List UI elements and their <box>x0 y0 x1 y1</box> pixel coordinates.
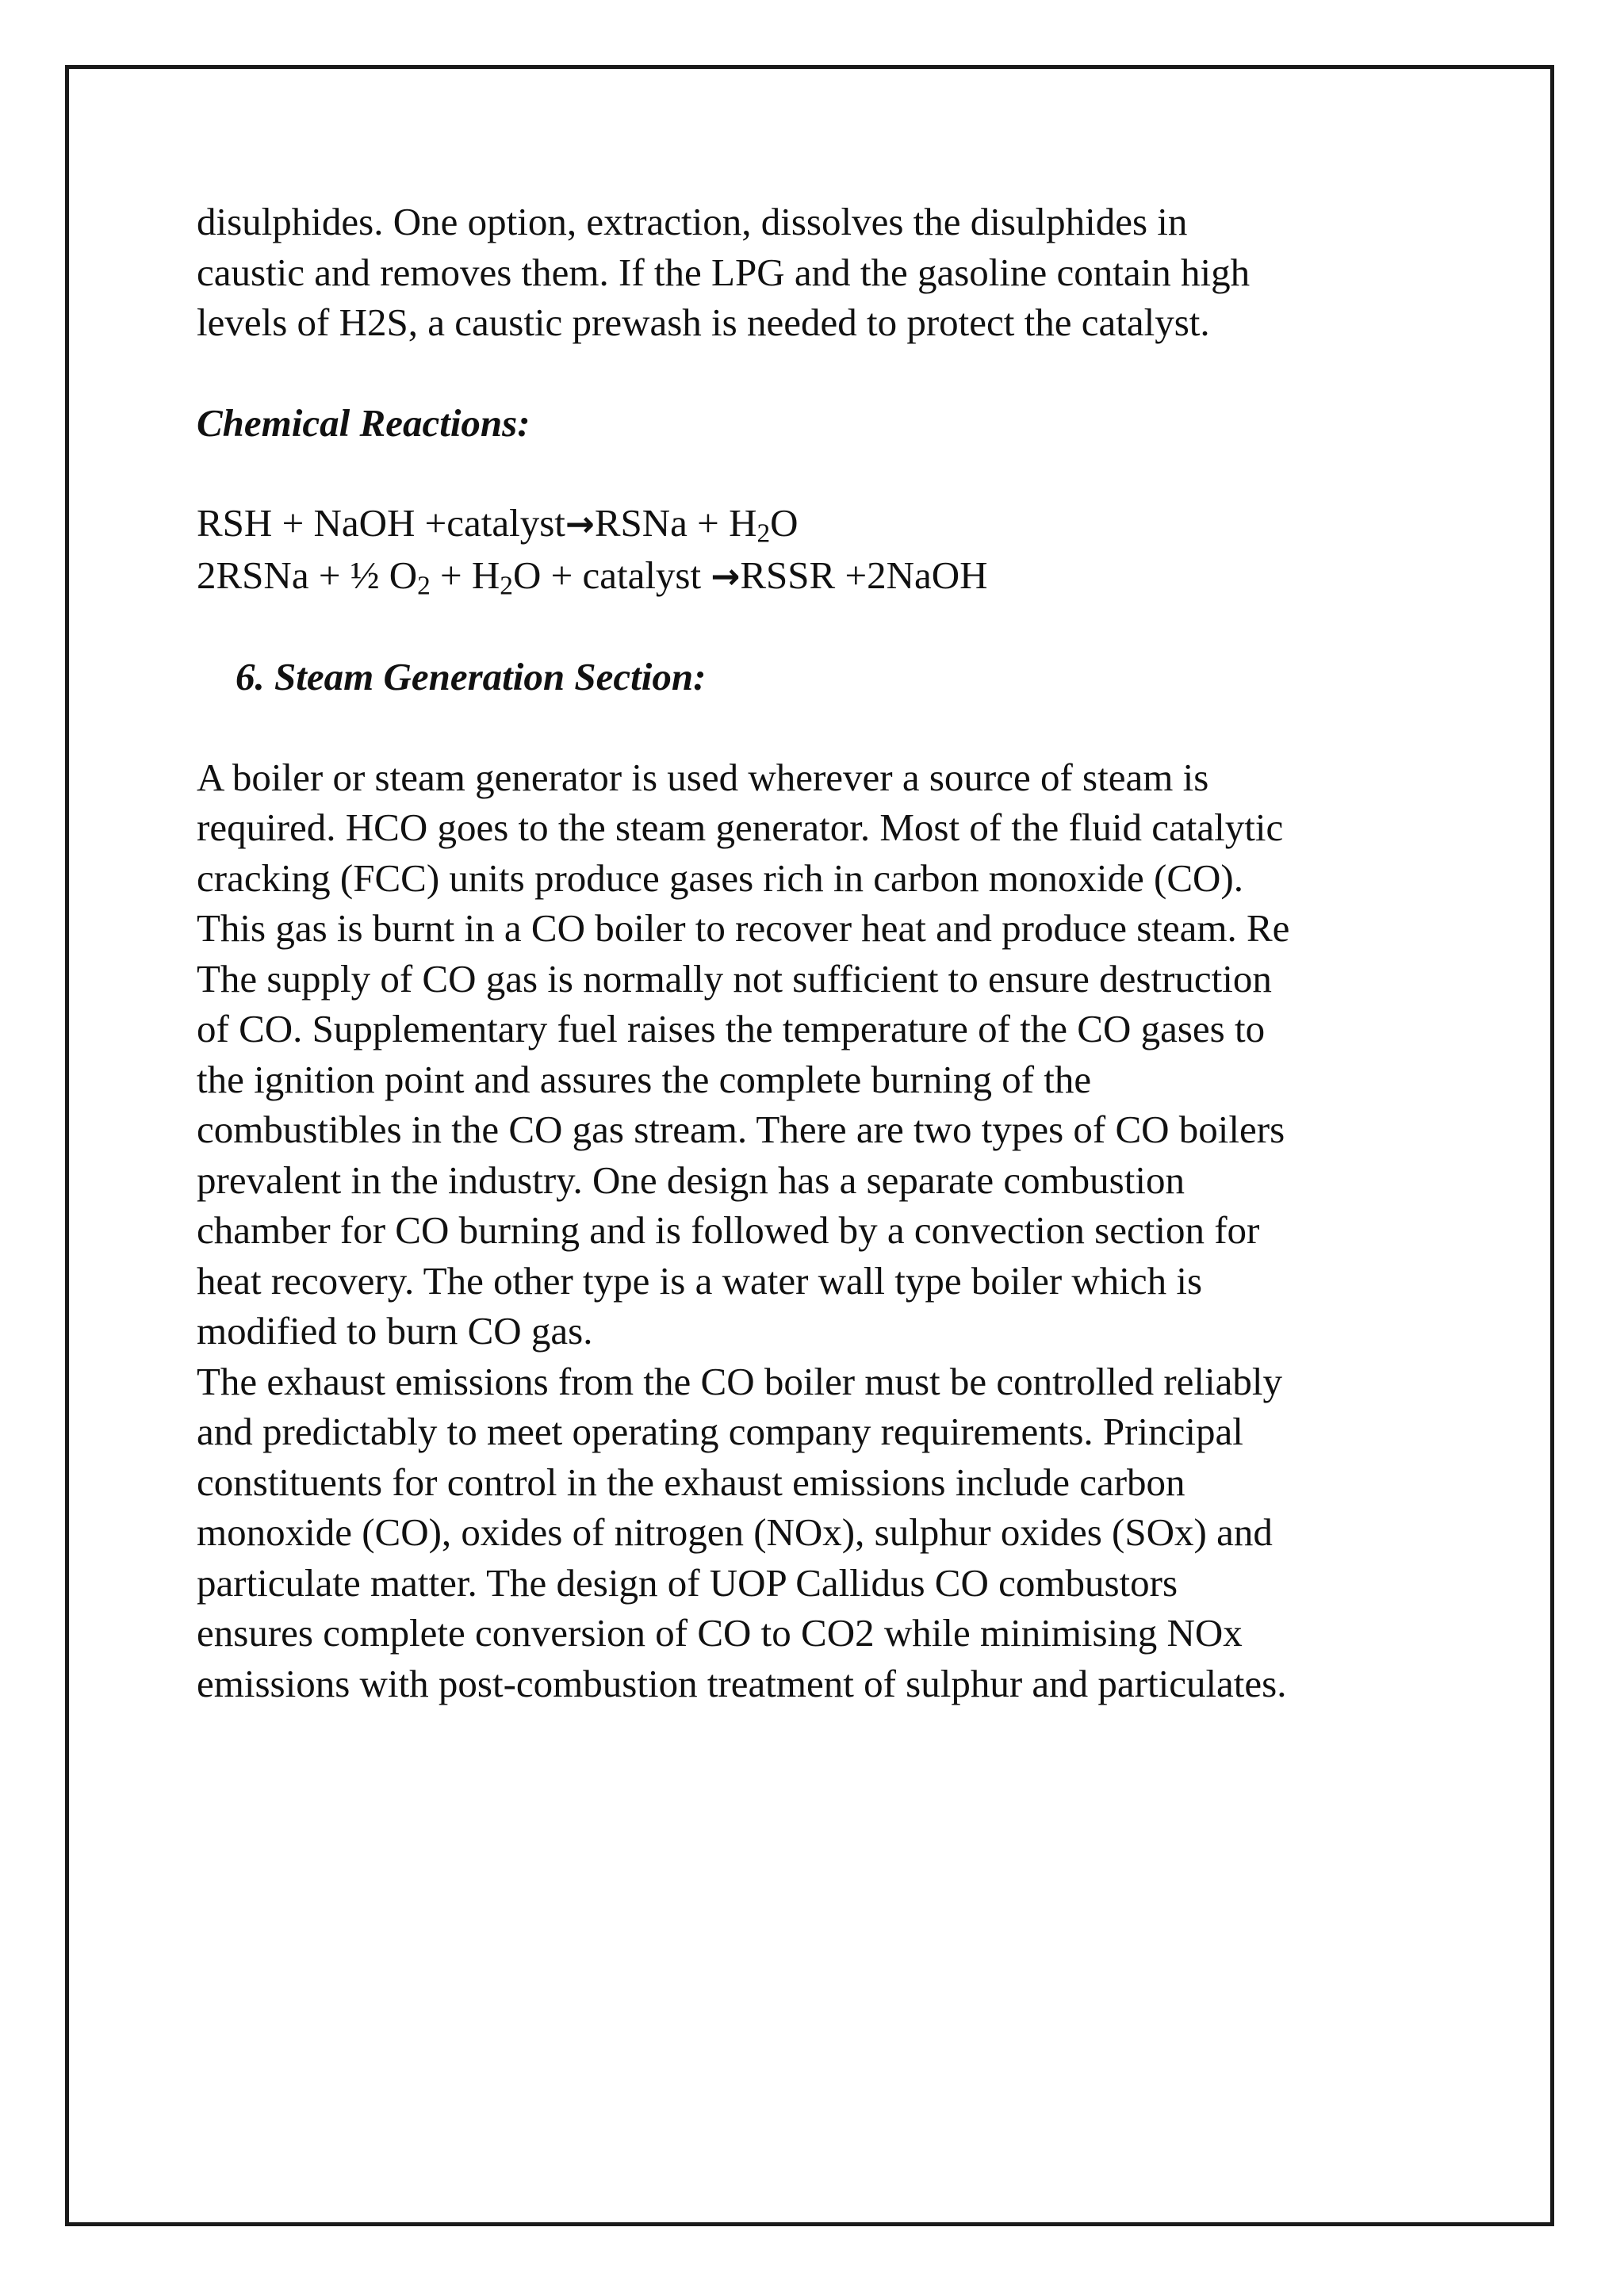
body-line: heat recovery. The other type is a water wall type boiler which is <box>197 1258 1203 1303</box>
intro-line: caustic and removes them. If the LPG and the gasoline contain high <box>197 250 1251 294</box>
intro-paragraph <box>197 197 1434 348</box>
body-line: The exhaust emissions from the CO boiler must be controlled reliably <box>197 1359 1282 1403</box>
body-line: cracking (FCC) units produce gases rich in carbon monoxide (CO). <box>197 855 1243 900</box>
body-line: the ignition point and assures the complete burning of the <box>197 1057 1092 1101</box>
body-line: modified to burn CO gas. <box>197 1309 593 1353</box>
body-line: A boiler or steam generator is used wherever a source of steam is <box>197 755 1209 799</box>
equation-1: RSH + NaOH +catalyst→RSNa + $H_2O$ <box>197 501 799 549</box>
steam-generation-heading: 6. Steam Generation Section: <box>236 655 707 698</box>
body-line: particulate matter. The design of UOP Callidus CO combustors <box>197 1560 1178 1605</box>
body-line: prevalent in the industry. One design has a separate combustion <box>197 1158 1185 1202</box>
body-line: emissions with post-combustion treatment of sulphur and particulates. <box>197 1661 1287 1705</box>
body-line: chamber for CO burning and is followed by a convection section for <box>197 1208 1260 1252</box>
body-line: combustibles in the CO gas stream. There are two types of CO boilers <box>197 1108 1285 1151</box>
body-line: ensures complete conversion of CO to CO2 while minimising NOx <box>197 1611 1243 1655</box>
body-line: This gas is burnt in a CO boiler to recover heat and produce steam. Re <box>197 906 1290 950</box>
intro-line: disulphides. One option, extraction, dissolves the disulphides in <box>197 200 1188 243</box>
arrow-icon: → <box>565 504 595 545</box>
body-line: constituents for control in the exhaust emissions include carbon <box>197 1460 1185 1504</box>
equations <box>197 498 1434 602</box>
body-line: and predictably to meet operating company requirements. Principal <box>197 1410 1243 1453</box>
chemical-reactions-heading: Chemical Reactions: <box>197 400 530 445</box>
body-line: The supply of CO gas is normally not sufficient to ensure destruction <box>197 956 1272 1001</box>
steam-generation-body <box>197 752 1434 1709</box>
document-body <box>197 197 1434 1709</box>
intro-line: levels of H2S, a caustic prewash is needed to protect the catalyst. <box>197 300 1210 344</box>
equation-2: 2RSNa + ½ $O_2 + H_2O$ + catalyst →RSSR +2NaOH <box>197 553 988 600</box>
body-line: monoxide (CO), oxides of nitrogen (NOx), sulphur oxides (SOx) and <box>197 1510 1273 1554</box>
body-line: required. HCO goes to the steam generator. Most of the fluid catalytic <box>197 806 1284 849</box>
body-line: of CO. Supplementary fuel raises the temperature of the CO gases to <box>197 1007 1266 1050</box>
arrow-icon: → <box>710 556 741 597</box>
